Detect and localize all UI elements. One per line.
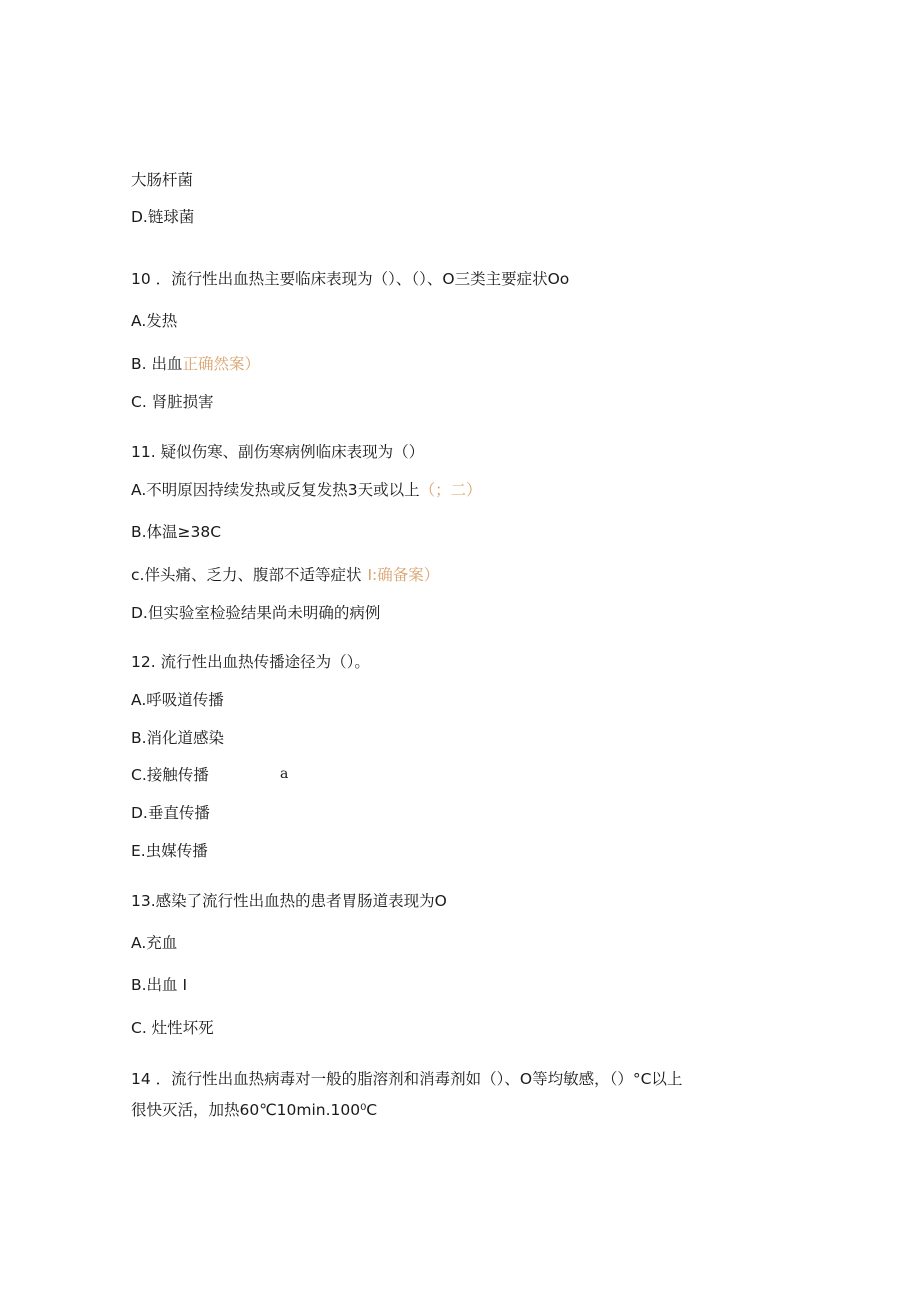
option-text: 大肠杆菌 xyxy=(131,171,194,189)
option-b-text: B. 出血 xyxy=(131,355,183,373)
option-a: A.呼吸道传播 xyxy=(131,691,224,709)
option-c: C. 灶性坏死 xyxy=(131,1019,214,1037)
option-a xyxy=(131,479,482,501)
option-d: D.垂直传播 xyxy=(131,804,210,822)
option-b: B.出血 I xyxy=(131,976,188,994)
question-12: 12. 流行性出血热传播途径为（）。 xyxy=(131,653,370,671)
answer-annotation: 正确然案） xyxy=(182,355,261,373)
question-10: 10 ．流行性出血热主要临床表现为（）、（）、O三类主要症状Oo xyxy=(131,270,570,288)
option-c xyxy=(131,564,439,586)
option-a-text: A.不明原因持续发热或反复发热3天或以上 xyxy=(131,481,420,499)
question-14: 14 ．流行性出血热病毒对一般的脂溶剂和消毒剂如（）、O等均敏感，（）°C以上 xyxy=(131,1070,683,1088)
question-14-continued: 很快灭活，加热60℃10min.100⁰C xyxy=(131,1101,378,1119)
option-c: C.接触传播 xyxy=(131,766,209,784)
option-b: B.消化道感染 xyxy=(131,729,225,747)
question-13: 13.感染了流行性出血热的患者胃肠道表现为O xyxy=(131,892,447,910)
stray-mark: a xyxy=(280,766,289,782)
option-c-text: c.伴头痛、乏力、腹部不适等症状 xyxy=(131,566,362,584)
option-d: D.但实验室检验结果尚未明确的病例 xyxy=(131,604,381,622)
option-a: A.发热 xyxy=(131,312,178,330)
answer-annotation: I:确备案） xyxy=(367,566,440,584)
option-b xyxy=(131,353,260,375)
question-11: 11. 疑似伤寒、副伤寒病例临床表现为（） xyxy=(131,443,425,461)
option-e: E.虫媒传播 xyxy=(131,842,208,860)
option-a: A.充血 xyxy=(131,934,178,952)
option-c: C. 肾脏损害 xyxy=(131,393,214,411)
answer-annotation: （；二） xyxy=(419,481,482,499)
option-b: B.体温≥38C xyxy=(131,523,222,541)
option-d: D.链球菌 xyxy=(131,208,195,226)
